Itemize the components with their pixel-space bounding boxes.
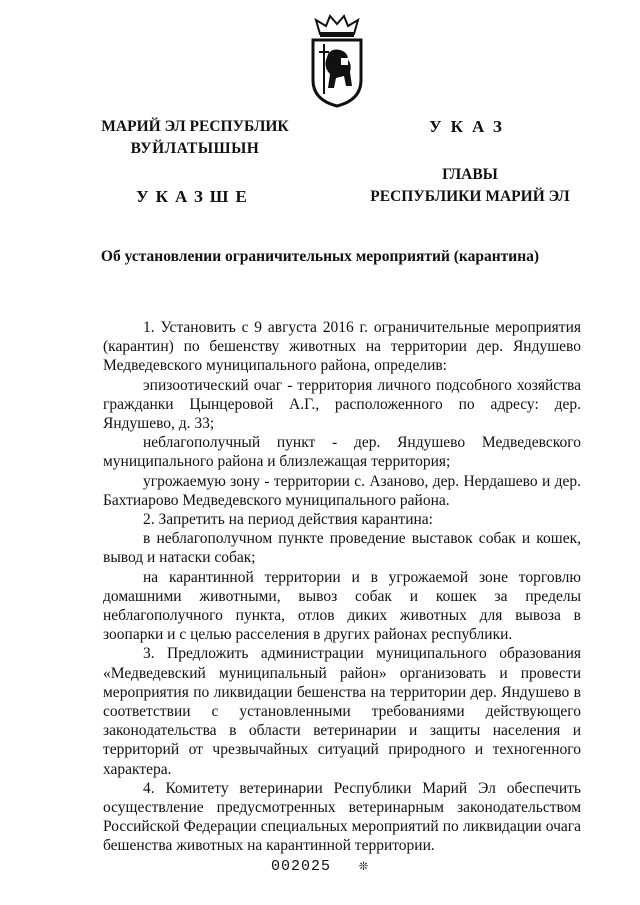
document-footer — [0, 856, 640, 875]
header-right-line1: УКАЗ — [429, 117, 511, 136]
header-right-line3: РЕСПУБЛИКИ МАРИЙ ЭЛ — [370, 188, 570, 205]
paragraph: в неблагополучном пункте проведение выставок собак и кошек, вывод и натаски собак; — [103, 530, 581, 567]
header-left-line3: УКАЗШЕ — [136, 187, 254, 206]
coat-of-arms-emblem — [308, 14, 366, 110]
paragraph: угрожаемую зону - территории с. Азаново, дер. Нердашево и дер. Бахтиарово Медведевского муниципального района. — [103, 472, 581, 509]
document-number: 002025 — [270, 858, 331, 875]
paragraph: 4. Комитету ветеринарии Республики Марий Эл обеспечить осуществление предусмотренных ветеринарным законодательством Российской Федерации специальных мероприятий по ликвидации очага бешенства животных на карантинной территории. — [103, 779, 581, 855]
asterisk-mark: ❊ — [359, 858, 370, 875]
header-left-line1: МАРИЙ ЭЛ РЕСПУБЛИК — [101, 118, 289, 135]
header-right — [360, 116, 580, 208]
paragraph: неблагополучный пункт - дер. Яндушево Медведевского муниципального района и близлежащая территория; — [103, 434, 581, 471]
paragraph: 1. Установить с 9 августа 2016 г. ограничительные мероприятия (карантин) по бешенству животных на территории дер. Яндушево Медведевского муниципального района, определив: — [103, 319, 581, 375]
document-title: Об установлении ограничительных мероприятий (карантина) — [100, 248, 540, 265]
header-left — [95, 116, 295, 208]
header-right-line2: ГЛАВЫ — [442, 166, 498, 183]
paragraph: 2. Запретить на период действия карантина: — [143, 511, 433, 529]
paragraph: на карантинной территории и в угрожаемой зоне торговлю домашними животными, вывоз собак и кошек за пределы неблагополучного пункта, отлов диких животных для вывоза в зоопарки и с целью расселения в других районах республики. — [103, 568, 581, 644]
paragraph: эпизоотический очаг - территория личного подсобного хозяйства гражданки Цынцеровой А.Г., расположенного по адресу: дер. Яндушево, д. 33; — [103, 376, 581, 433]
header-left-line2: ВУЙЛАТЫШЫН — [130, 140, 260, 157]
document-body — [103, 318, 581, 856]
paragraph: 3. Предложить администрации муниципального образования «Медведевский муниципальный район» организовать и провести мероприятия по ликвидации бешенства на территории дер. Яндушево в соответствии с установленными требованиями действующего законодательства в области ветеринарии и защиты населения и территорий от чрезвычайных ситуаций природного и техногенного характера. — [103, 645, 581, 778]
